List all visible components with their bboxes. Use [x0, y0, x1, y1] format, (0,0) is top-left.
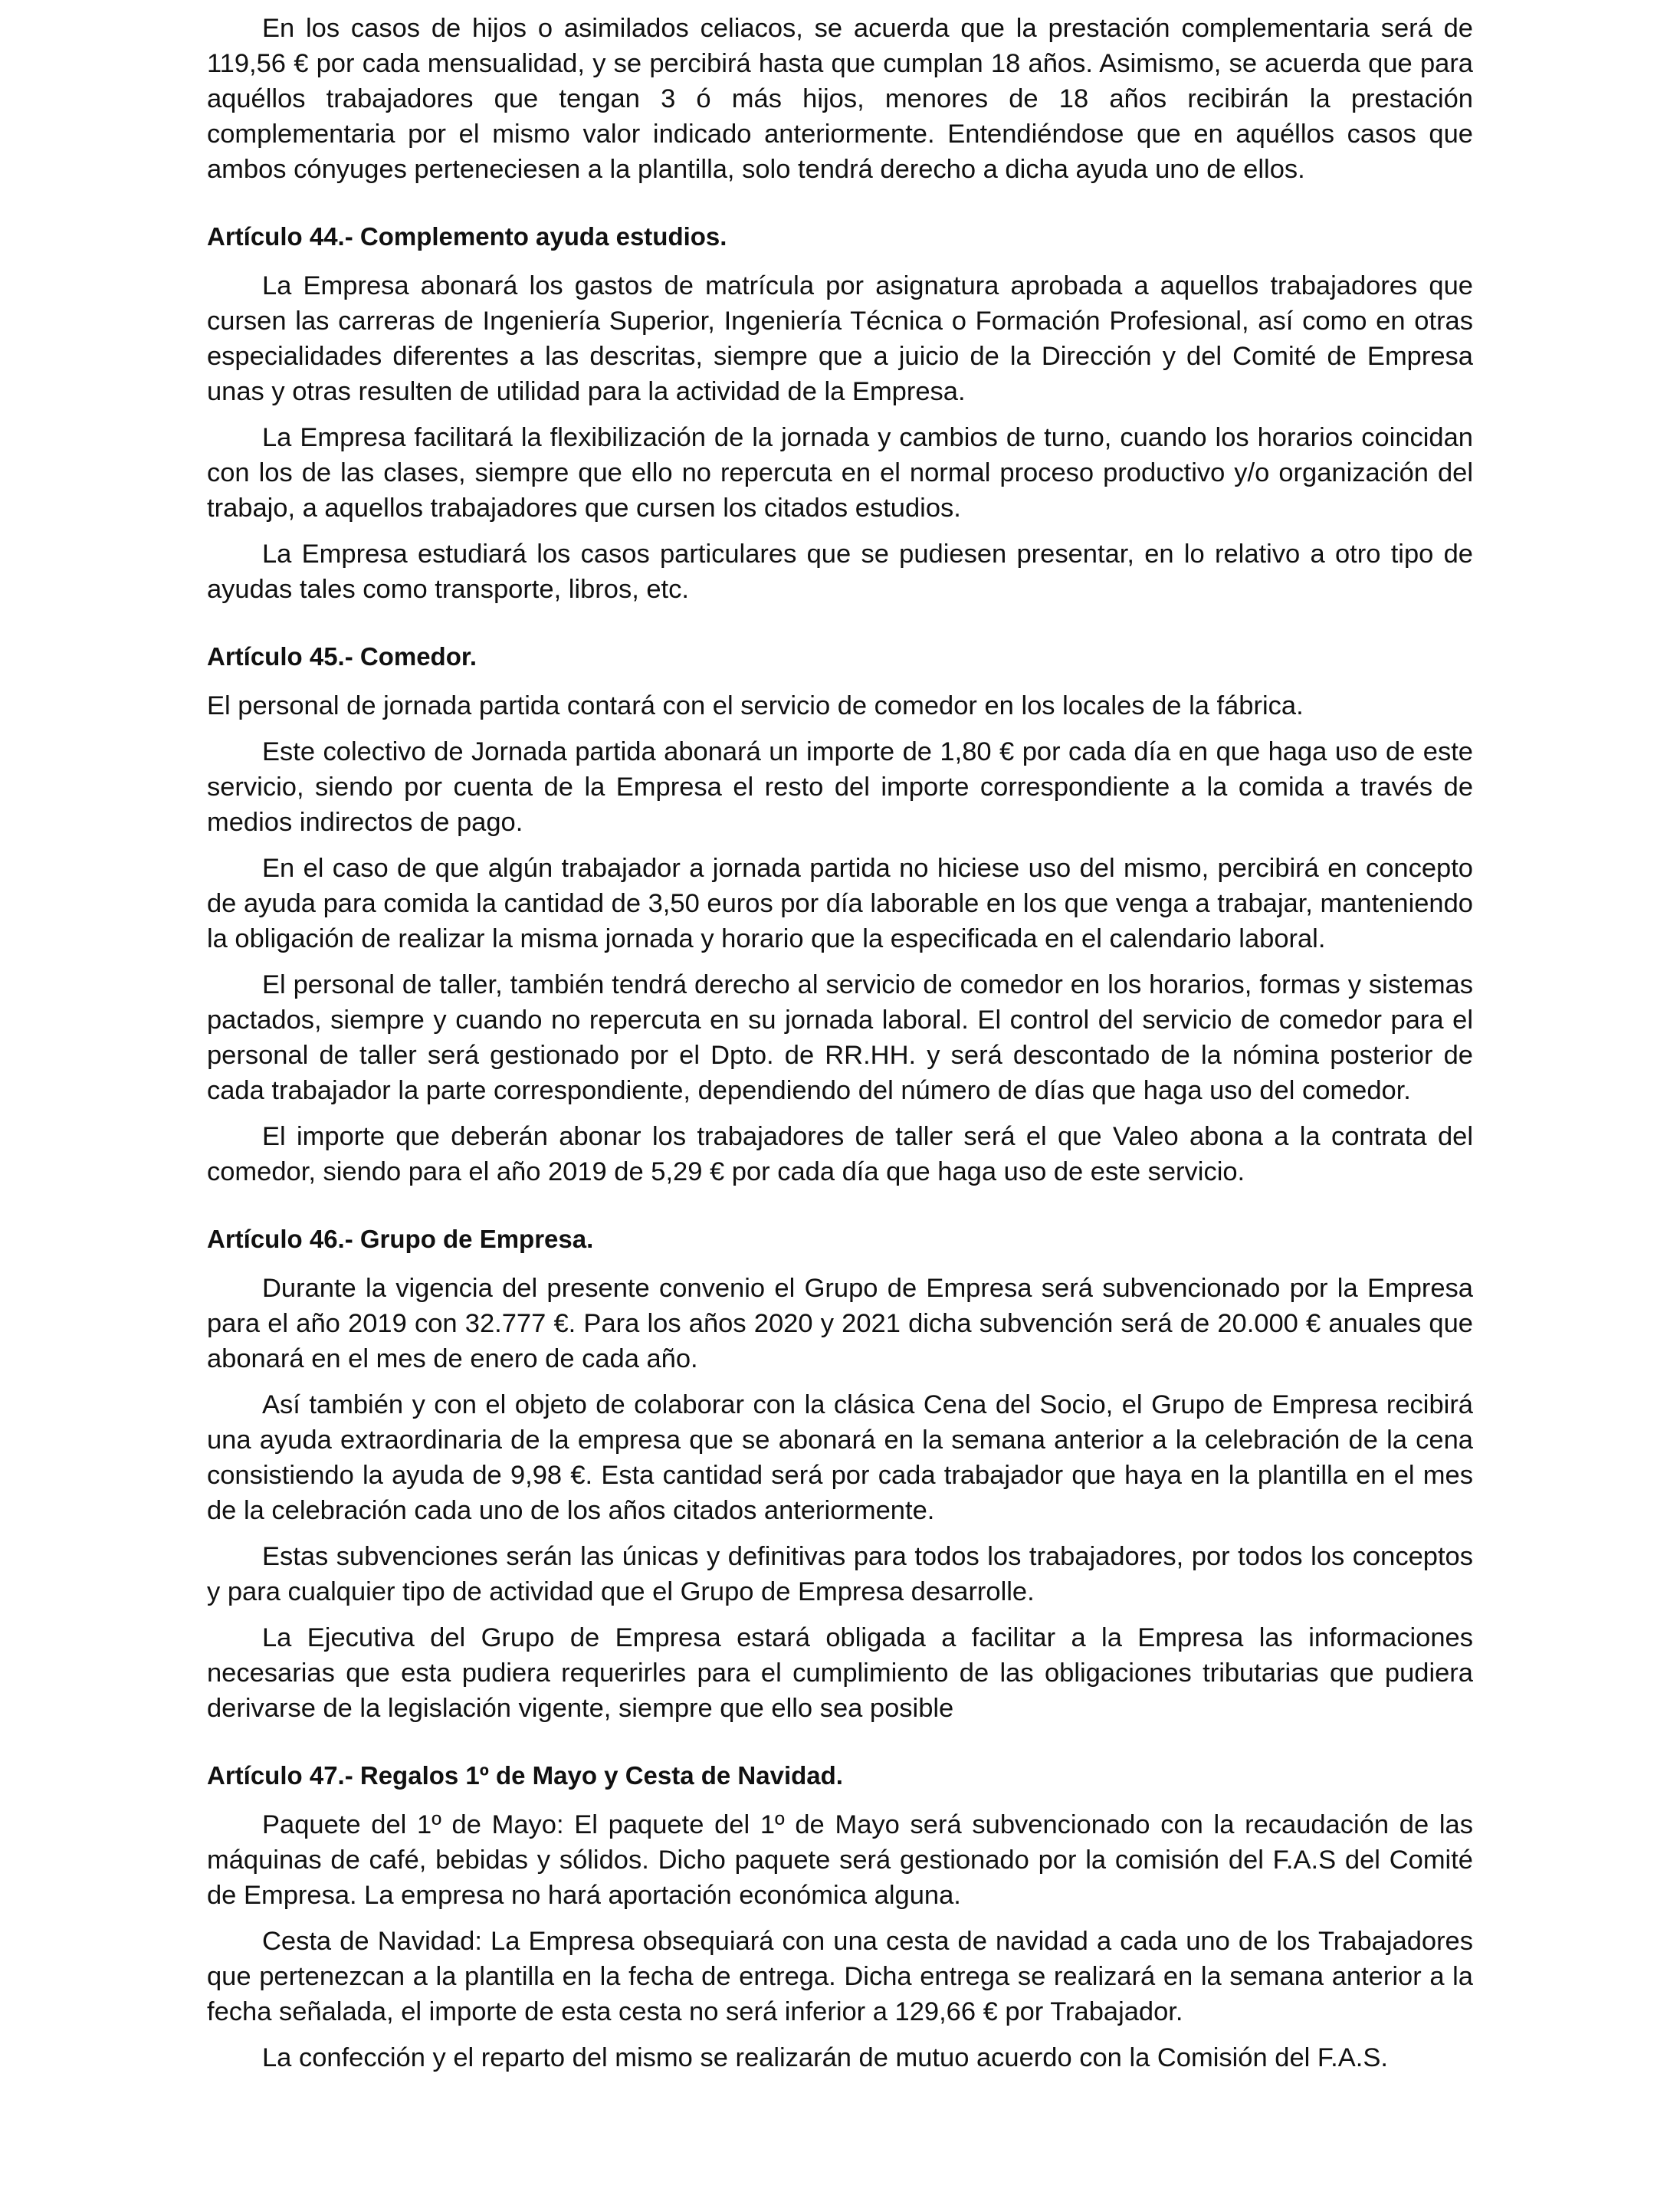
article-45-paragraph-4: El personal de taller, también tendrá derecho al servicio de comedor en los horarios, formas y sistemas pactados, siempre y cuando no repercuta en su jornada laboral. El control del servicio de comedor para el personal de taller será gestionado por el Dpto. de RR.HH. y será descontado de la nómina posterior de cada trabajador la parte correspondiente, dependiendo del número de días que haga uso del comedor.: [207, 970, 1473, 1105]
article-47-heading: Artículo 47.- Regalos 1º de Mayo y Cesta de Navidad.: [207, 1761, 843, 1790]
article-45-heading: Artículo 45.- Comedor.: [207, 642, 477, 671]
article-46-paragraph-2: Así también y con el objeto de colaborar con la clásica Cena del Socio, el Grupo de Empresa recibirá una ayuda extraordinaria de la empresa que se abonará en la semana anterior a la celebración de la cena consistiendo la ayuda de 9,98 €. Esta cantidad será por cada trabajador que haya en la plantilla en el mes de la celebración cada uno de los años citados anteriormente.: [207, 1390, 1473, 1525]
article-45-paragraph-1: El personal de jornada partida contará con el servicio de comedor en los locales de la fábrica.: [207, 691, 1304, 720]
article-46-paragraph-3: Estas subvenciones serán las únicas y definitivas para todos los trabajadores, por todos los conceptos y para cualquier tipo de actividad que el Grupo de Empresa desarrolle.: [207, 1542, 1473, 1606]
article-44-paragraph-2: La Empresa facilitará la flexibilización de la jornada y cambios de turno, cuando los horarios coincidan con los de las clases, siempre que ello no repercuta en el normal proceso productivo y/o organización del trabajo, a aquellos trabajadores que cursen los citados estudios.: [207, 423, 1473, 523]
article-45-paragraph-5: El importe que deberán abonar los trabajadores de taller será el que Valeo abona a la contrata del comedor, siendo para el año 2019 de 5,29 € por cada día que haga uso de este servicio.: [207, 1122, 1473, 1186]
article-47-paragraph-2: Cesta de Navidad: La Empresa obsequiará con una cesta de navidad a cada uno de los Trabajadores que pertenezcan a la plantilla en la fecha de entrega. Dicha entrega se realizará en la semana anterior a la fecha señalada, el importe de esta cesta no será inferior a 129,66 € por Trabajador.: [207, 1927, 1473, 2026]
article-46-paragraph-4: La Ejecutiva del Grupo de Empresa estará obligada a facilitar a la Empresa las informaciones necesarias que esta pudiera requerirles para el cumplimiento de las obligaciones tributarias que pudiera derivarse de la legislación vigente, siempre que ello sea posible: [207, 1623, 1473, 1723]
document-page: [207, 11, 1473, 2075]
intro-paragraph: En los casos de hijos o asimilados celiacos, se acuerda que la prestación complementaria será de 119,56 € por cada mensualidad, y se percibirá hasta que cumplan 18 años. Asimismo, se acuerda que para aquéllos trabajadores que tengan 3 ó más hijos, menores de 18 años recibirán la prestación complementaria por el mismo valor indicado anteriormente. Entendiéndose que en aquéllos casos que ambos cónyuges perteneciesen a la plantilla, solo tendrá derecho a dicha ayuda uno de ellos.: [207, 14, 1473, 184]
article-45-paragraph-3: En el caso de que algún trabajador a jornada partida no hiciese uso del mismo, percibirá en concepto de ayuda para comida la cantidad de 3,50 euros por día laborable en los que venga a trabajar, manteniendo la obligación de realizar la misma jornada y horario que la especificada en el calendario laboral.: [207, 854, 1473, 953]
article-47-paragraph-1: Paquete del 1º de Mayo: El paquete del 1º de Mayo será subvencionado con la recaudación de las máquinas de café, bebidas y sólidos. Dicho paquete será gestionado por la comisión del F.A.S del Comité de Empresa. La empresa no hará aportación económica alguna.: [207, 1810, 1473, 1910]
article-46-heading: Artículo 46.- Grupo de Empresa.: [207, 1225, 594, 1253]
article-44-paragraph-3: La Empresa estudiará los casos particulares que se pudiesen presentar, en lo relativo a otro tipo de ayudas tales como transporte, libros, etc.: [207, 540, 1473, 604]
article-45-paragraph-2: Este colectivo de Jornada partida abonará un importe de 1,80 € por cada día en que haga uso de este servicio, siendo por cuenta de la Empresa el resto del importe correspondiente a la comida a través de medios indirectos de pago.: [207, 737, 1473, 837]
article-44-paragraph-1: La Empresa abonará los gastos de matrícula por asignatura aprobada a aquellos trabajadores que cursen las carreras de Ingeniería Superior, Ingeniería Técnica o Formación Profesional, así como en otras especialidades diferentes a las descritas, siempre que a juicio de la Dirección y del Comité de Empresa unas y otras resulten de utilidad para la actividad de la Empresa.: [207, 271, 1473, 406]
article-46-paragraph-1: Durante la vigencia del presente convenio el Grupo de Empresa será subvencionado por la Empresa para el año 2019 con 32.777 €. Para los años 2020 y 2021 dicha subvención será de 20.000 € anuales que abonará en el mes de enero de cada año.: [207, 1274, 1473, 1373]
article-44-heading: Artículo 44.- Complemento ayuda estudios.: [207, 222, 727, 251]
article-47-paragraph-3: La confección y el reparto del mismo se realizarán de mutuo acuerdo con la Comisión del F.A.S.: [262, 2043, 1388, 2072]
